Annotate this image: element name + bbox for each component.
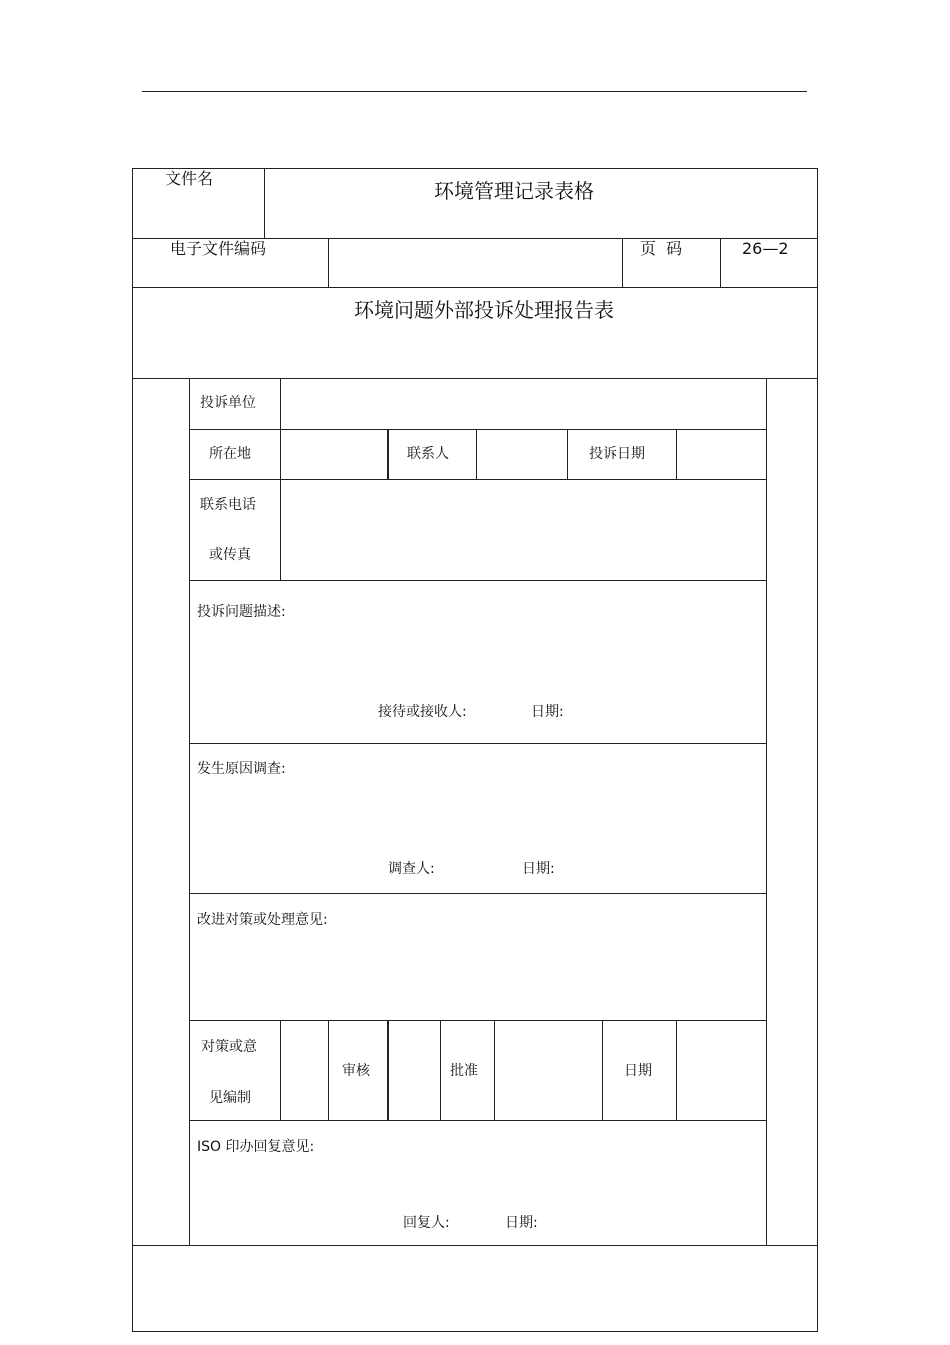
replier-label: 回复人: xyxy=(403,1215,450,1231)
cause-label: 发生原因调查: xyxy=(197,761,286,777)
iso-reply-label: ISO 印办回复意见: xyxy=(197,1139,315,1155)
outer-right-border xyxy=(817,168,818,1332)
review-label: 审核 xyxy=(342,1063,370,1079)
inner-left-border xyxy=(189,378,190,1246)
inner-right-border xyxy=(766,378,767,1246)
approve-label: 批准 xyxy=(450,1063,478,1079)
form-title: 环境问题外部投诉处理报告表 xyxy=(354,298,614,322)
outer-top-border xyxy=(132,168,818,169)
top-rule xyxy=(142,91,807,92)
col-rule-signoff-2 xyxy=(328,1020,329,1120)
drafter-label-line1: 对策或意 xyxy=(201,1039,257,1055)
header-divider-4 xyxy=(720,238,721,287)
col-rule-date-label xyxy=(567,429,568,479)
header-divider-2 xyxy=(328,238,329,287)
page-label: 页 码 xyxy=(640,239,683,258)
title-row-rule xyxy=(132,378,818,379)
location-label: 所在地 xyxy=(209,446,251,462)
file-name-label: 文件名 xyxy=(165,169,214,188)
problem-desc-label: 投诉问题描述: xyxy=(197,604,286,620)
row-rule-phone xyxy=(189,580,767,581)
col-rule-date-value xyxy=(676,429,677,479)
col-rule-contact-value xyxy=(476,429,477,479)
date-label-cause: 日期: xyxy=(522,861,555,877)
drafter-label-line2: 见编制 xyxy=(209,1090,251,1106)
col-rule-signoff-5 xyxy=(494,1020,495,1120)
header-row-rule-2 xyxy=(132,287,818,288)
row-rule-signoff xyxy=(189,1120,767,1121)
footer-row-rule xyxy=(132,1245,818,1246)
complaint-date-label: 投诉日期 xyxy=(589,446,645,462)
signoff-date-label: 日期 xyxy=(624,1063,652,1079)
outer-bottom-border xyxy=(132,1331,818,1332)
col-rule-contact xyxy=(387,429,389,479)
complaint-unit-label: 投诉单位 xyxy=(200,395,256,411)
row-rule-location xyxy=(189,479,767,480)
row-rule-unit xyxy=(189,429,767,430)
col-rule-signoff-6 xyxy=(602,1020,603,1120)
outer-left-border xyxy=(132,168,133,1332)
measures-label: 改进对策或处理意见: xyxy=(197,912,328,928)
investigator-label: 调查人: xyxy=(388,861,435,877)
row-rule-problem xyxy=(189,743,767,744)
date-label-reply: 日期: xyxy=(505,1215,538,1231)
electronic-code-label: 电子文件编码 xyxy=(170,239,267,258)
header-divider-1 xyxy=(264,168,265,238)
col-rule-signoff-7 xyxy=(676,1020,677,1120)
col-rule-signoff-4 xyxy=(440,1020,441,1120)
row-rule-measures xyxy=(189,1020,767,1021)
contact-label: 联系人 xyxy=(407,446,449,462)
phone-label-line1: 联系电话 xyxy=(200,497,256,513)
col-rule-signoff-1 xyxy=(280,1020,281,1120)
col-rule-signoff-3 xyxy=(387,1020,389,1120)
receiver-label: 接待或接收人: xyxy=(378,704,467,720)
file-name-value: 环境管理记录表格 xyxy=(434,179,594,203)
header-divider-3 xyxy=(622,238,623,287)
row-rule-cause xyxy=(189,893,767,894)
col-rule-label xyxy=(280,378,281,580)
date-label-problem: 日期: xyxy=(531,704,564,720)
phone-label-line2: 或传真 xyxy=(209,547,251,563)
page-value: 26—2 xyxy=(742,239,789,258)
